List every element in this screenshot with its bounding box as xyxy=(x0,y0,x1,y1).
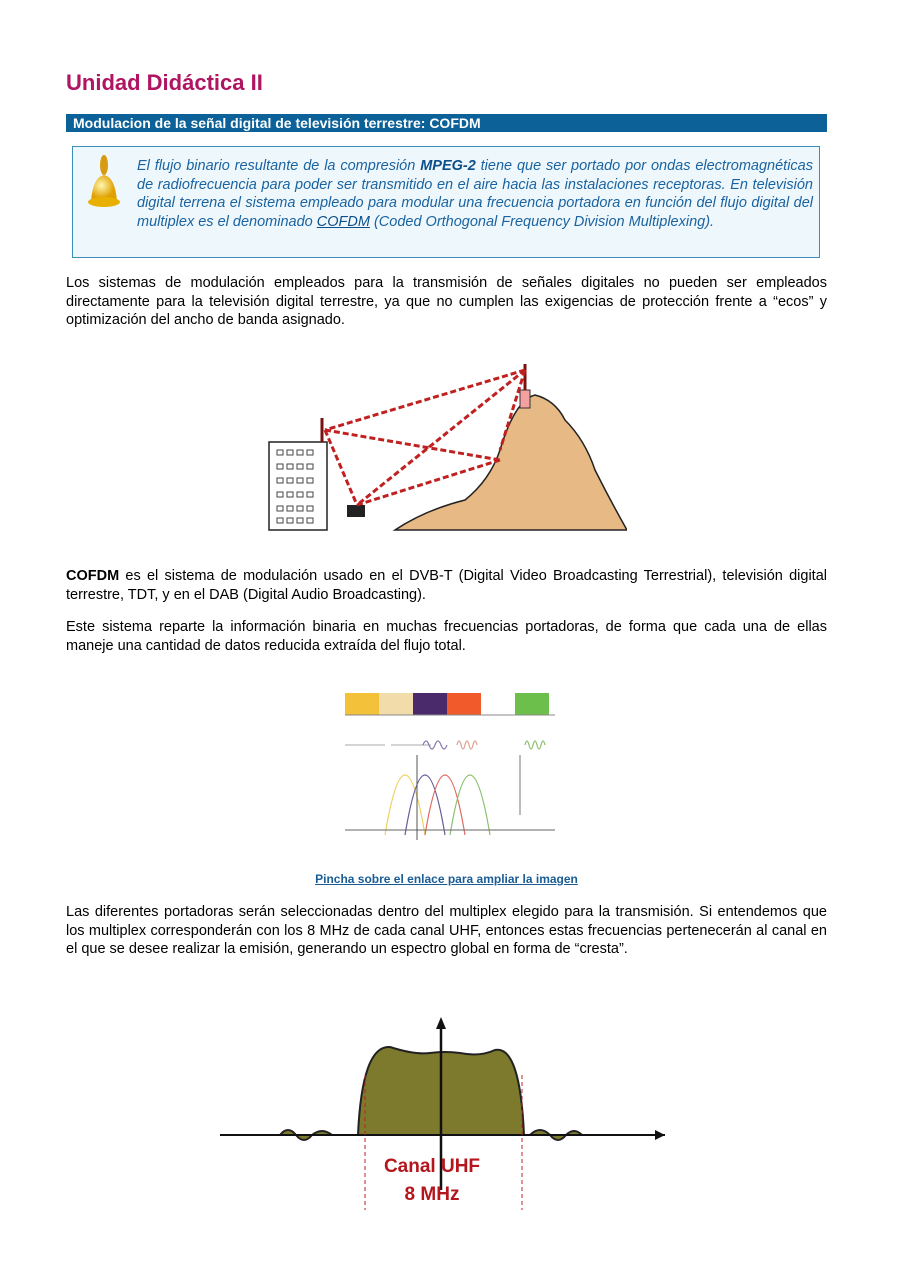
uhf-channel-spectrum xyxy=(220,1015,675,1215)
enlarge-image-link[interactable]: Pincha sobre el enlace para ampliar la imagen xyxy=(315,872,578,886)
terrestrial-broadcast-diagram xyxy=(265,360,627,532)
ofdm-spectrum-image[interactable] xyxy=(325,685,565,855)
bell-icon xyxy=(81,151,127,213)
page-title: Unidad Didáctica II xyxy=(66,70,263,95)
section-header: Modulacion de la señal digital de televisión terrestre: COFDM xyxy=(66,114,827,132)
paragraph-4: Las diferentes portadoras serán seleccionadas dentro del multiplex elegido para la transmisión. Si entendemos que los multiplex corresponderán con los 8 MHz de cada canal UHF, entonces estas frecuencias pertenecerán al canal en el que se desee realizar la emisión, generando un espectro global en forma de “cresta”. xyxy=(66,904,827,957)
paragraph-2: COFDM es el sistema de modulación usado en el DVB-T (Digital Video Broadcasting Terrestrial), televisión digital terrestre, TDT, y en el DAB (Digital Audio Broadcasting). xyxy=(66,568,827,603)
channel-label: Canal UHF xyxy=(383,1156,481,1177)
bandwidth-label: 8 MHz xyxy=(404,1184,460,1205)
paragraph-1: Los sistemas de modulación empleados para la transmisión de señales digitales no pueden ser empleados directamente para la televisión digital terrestre, ya que no cumplen las exigencias de protección frente a “ecos” y optimización del ancho de banda asignado. xyxy=(66,275,827,328)
note-box xyxy=(72,146,820,258)
cofdm-link[interactable]: COFDM xyxy=(316,213,370,230)
paragraph-3: Este sistema reparte la información binaria en muchas frecuencias portadoras, de forma que cada una de ellas maneje una cantidad de datos reducida extraída del flujo total. xyxy=(66,619,827,654)
note-text: El flujo binario resultante de la compresión MPEG-2 tiene que ser portado por ondas electromagnéticas de radiofrecuencia para poder ser transmitido en el aire hacia las instalaciones receptoras. En televisión digital terrena el sistema empleado para modular una frecuencia portadora en función del flujo digital del multiplex es el denominado COFDM (Coded Orthogonal Frequency Division Multiplexing). xyxy=(137,158,813,230)
